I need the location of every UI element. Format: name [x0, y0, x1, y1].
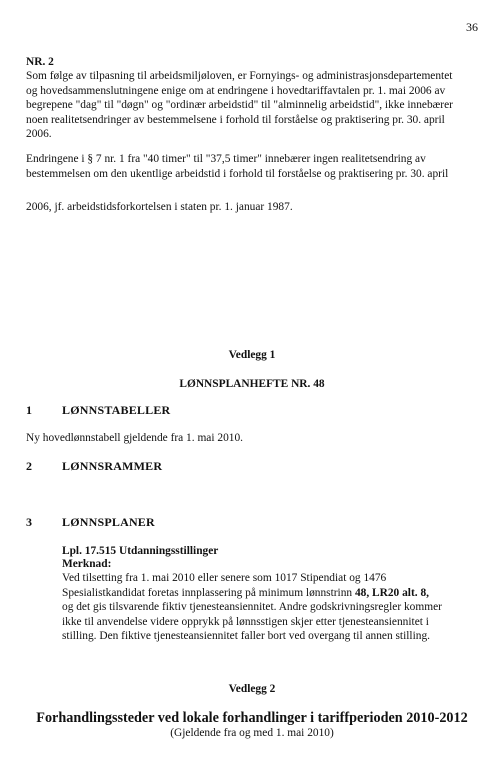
- vedlegg2-label: Vedlegg 2: [228, 683, 276, 695]
- text-line: ikke til anvendelse videre opprykk på lønnsstigen skjer etter tjenesteansiennitet i: [62, 615, 429, 628]
- section-title-lonnsrammer: LØNNSRAMMER: [62, 459, 163, 473]
- bold-span: 48, LR20 alt. 8,: [354, 586, 429, 599]
- vedlegg1-title: LØNNSPLANHEFTE NR. 48: [179, 378, 325, 390]
- text-line: begrepene "dag" til "døgn" og "ordinær arbeidstid" til "alminnelig arbeidstid", ikke innebærer: [26, 99, 453, 111]
- text-line: noen realitetsendringer av bestemmelsene i forhold til forståelse og praktisering pr. 30. april: [26, 113, 445, 126]
- merknad-text: [62, 571, 492, 644]
- text-line: bestemmelsen om den ukentlige arbeidstid i forhold til forståelse og praktisering pr. 30. april: [26, 167, 449, 180]
- text-line: stilling. Den fiktive tjenesteansiennitet faller bort ved overgang til annen stilling.: [62, 630, 430, 642]
- vedlegg1-label: Vedlegg 1: [228, 349, 276, 361]
- nr2-paragraph-2: [26, 152, 486, 181]
- lpl-title: Lpl. 17.515 Utdanningsstillinger: [62, 545, 219, 557]
- text-line: 2006.: [26, 128, 52, 140]
- lonnstabeller-text: Ny hovedlønnstabell gjeldende fra 1. mai 2010.: [26, 432, 244, 444]
- vedlegg2-subtitle: (Gjeldende fra og med 1. mai 2010): [170, 727, 334, 739]
- text-line: og hovedsammenslutningene enige om at endringene i hovedtariffavtalen pr. 1. mai 2006 av: [26, 84, 446, 97]
- nr2-paragraph-1: [26, 69, 486, 142]
- section-number: 1: [26, 403, 32, 417]
- text-line: Endringene i § 7 nr. 1 fra "40 timer" til "37,5 timer" innebærer ingen realitetsendring av: [26, 153, 426, 165]
- nr2-paragraph-3: 2006, jf. arbeidstidsforkortelsen i staten pr. 1. januar 1987.: [26, 201, 293, 213]
- section-title-lonnstabeller: LØNNSTABELLER: [62, 403, 171, 417]
- section-number: 2: [26, 459, 32, 473]
- text-line: og det gis tilsvarende fiktiv tjenesteansiennitet. Andre godskrivningsregler kommer: [62, 601, 442, 613]
- vedlegg2-title: Forhandlingssteder ved lokale forhandlinger i tariffperioden 2010-2012: [36, 710, 468, 726]
- nr2-heading: NR. 2: [26, 56, 54, 68]
- text-line: [62, 586, 492, 601]
- text-span: Spesialistkandidat foretas innplassering på minimum lønnstrinn: [62, 586, 355, 599]
- merknad-label: Merknad:: [62, 558, 112, 570]
- section-title-lonnsplaner: LØNNSPLANER: [62, 515, 155, 529]
- text-line: Ved tilsetting fra 1. mai 2010 eller senere som 1017 Stipendiat og 1476: [62, 572, 387, 584]
- section-number: 3: [26, 515, 32, 529]
- text-line: Som følge av tilpasning til arbeidsmiljøloven, er Fornyings- og administrasjonsdepartementet: [26, 70, 453, 82]
- page-number: 36: [466, 20, 478, 34]
